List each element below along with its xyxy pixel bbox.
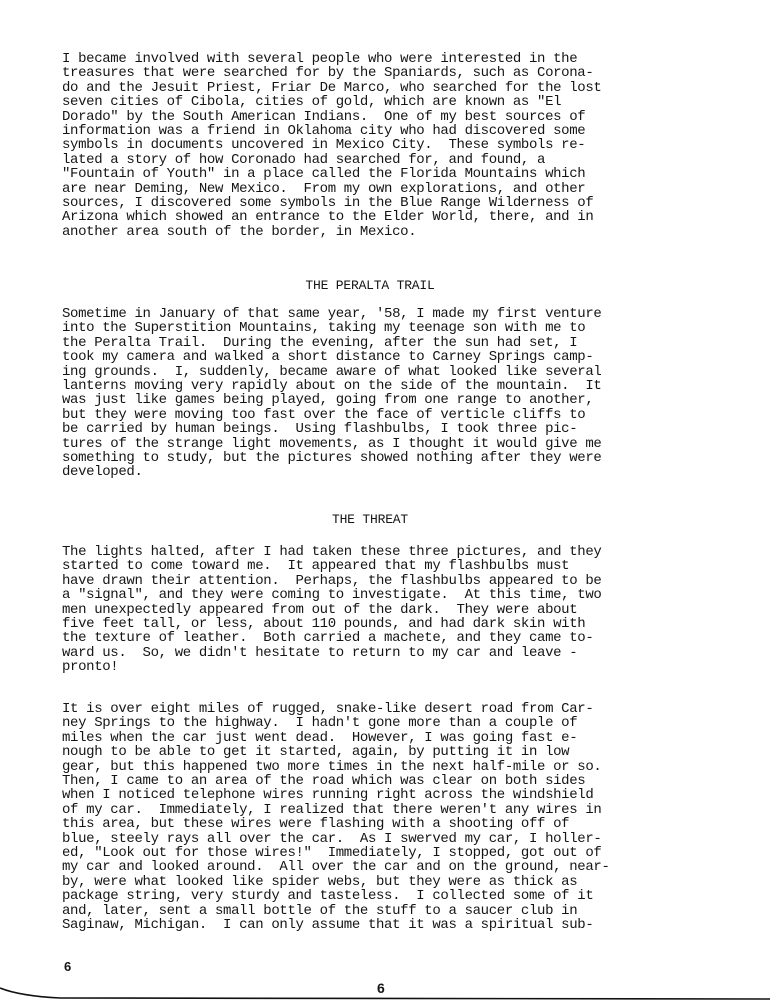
page-number-center: 6 [377,980,385,996]
scan-edge-line [0,986,770,1000]
paragraph-treasures: I became involved with several people who were interested in the treasures that were searched for by the Spaniards, such as Corona- do and the Jesuit Priest, Friar De Marco, who searched for the lost seven cities of Cibola, cities of gold, which are known as "El Dorado" by the South American Indians. One of my best sources of information was a friend in Oklahoma city who had discovered some symbols in documents uncovered in Mexico City. These symbols re- lated a story of how Coronado had searched for, and found, a "Fountain of Youth" in a place called the Florida Mountains which are near Deming, New Mexico. From my own explorations, and other sources, I discovered some symbols in the Blue Range Wilderness of Arizona which showed an entrance to the Elder World, there, and in another area south of the border, in Mexico. [62,51,602,240]
heading-the-threat: THE THREAT [331,512,408,527]
paragraph-lights-halted: The lights halted, after I had taken these three pictures, and they started to come toward me. It appeared that my flashbulbs must have drawn their attention. Perhaps, the flashbulbs appeared to be a "signal", and they were coming to investigate. At this time, two men unexpectedly appeared from out of the dark. They were about five feet tall, or less, about 110 pounds, and had dark skin with the texture of leather. Both carried a machete, and they came to- ward us. So, we didn't hesitate to return to my car and leave - pronto! [62,544,602,676]
paragraph-desert-road: It is over eight miles of rugged, snake-like desert road from Car- ney Springs to the highway. I hadn't gone more than a couple of miles when the car just went dead. However, I was going fast e- nough to be able to get it started, again, by putting it in low gear, but this happened two more times in the next half-mile or so. Then, I came to an area of the road which was clear on both sides when I noticed telephone wires running right across the windshield of my car. Immediately, I realized that there weren't any wires in this area, but these wires were flashing with a shooting off of blue, steely rays all over the car. As I swerved my car, I holler- ed, "Look out for those wires!" Immediately, I stopped, got out of my car and looked around. All over the car and on the ground, near- by, were what looked like spider webs, but they were as thick as package string, very sturdy and tasteless. I collected some of it and, later, sent a small bottle of the stuff to a saucer club in Saginaw, Michigan. I can only assume that it was a spiritual sub- [62,701,610,934]
paragraph-superstition-mountains: Sometime in January of that same year, '58, I made my first venture into the Superstition Mountains, taking my teenage son with me to the Peralta Trail. During the evening, after the sun had set, I took my camera and walked a short distance to Carney Springs camp- ing grounds. I, suddenly, became aware of what looked like several lanterns moving very rapidly about on the side of the mountain. It was just like games being played, going from one range to another, but they were moving too fast over the face of verticle cliffs to be carried by human beings. Using flashbulbs, I took three pic- tures of the strange light movements, as I thought it would give me something to study, but the pictures showed nothing after they were developed. [62,306,602,481]
page-number-left: 6 [64,959,72,974]
heading-peralta-trail: THE PERALTA TRAIL [305,278,435,293]
